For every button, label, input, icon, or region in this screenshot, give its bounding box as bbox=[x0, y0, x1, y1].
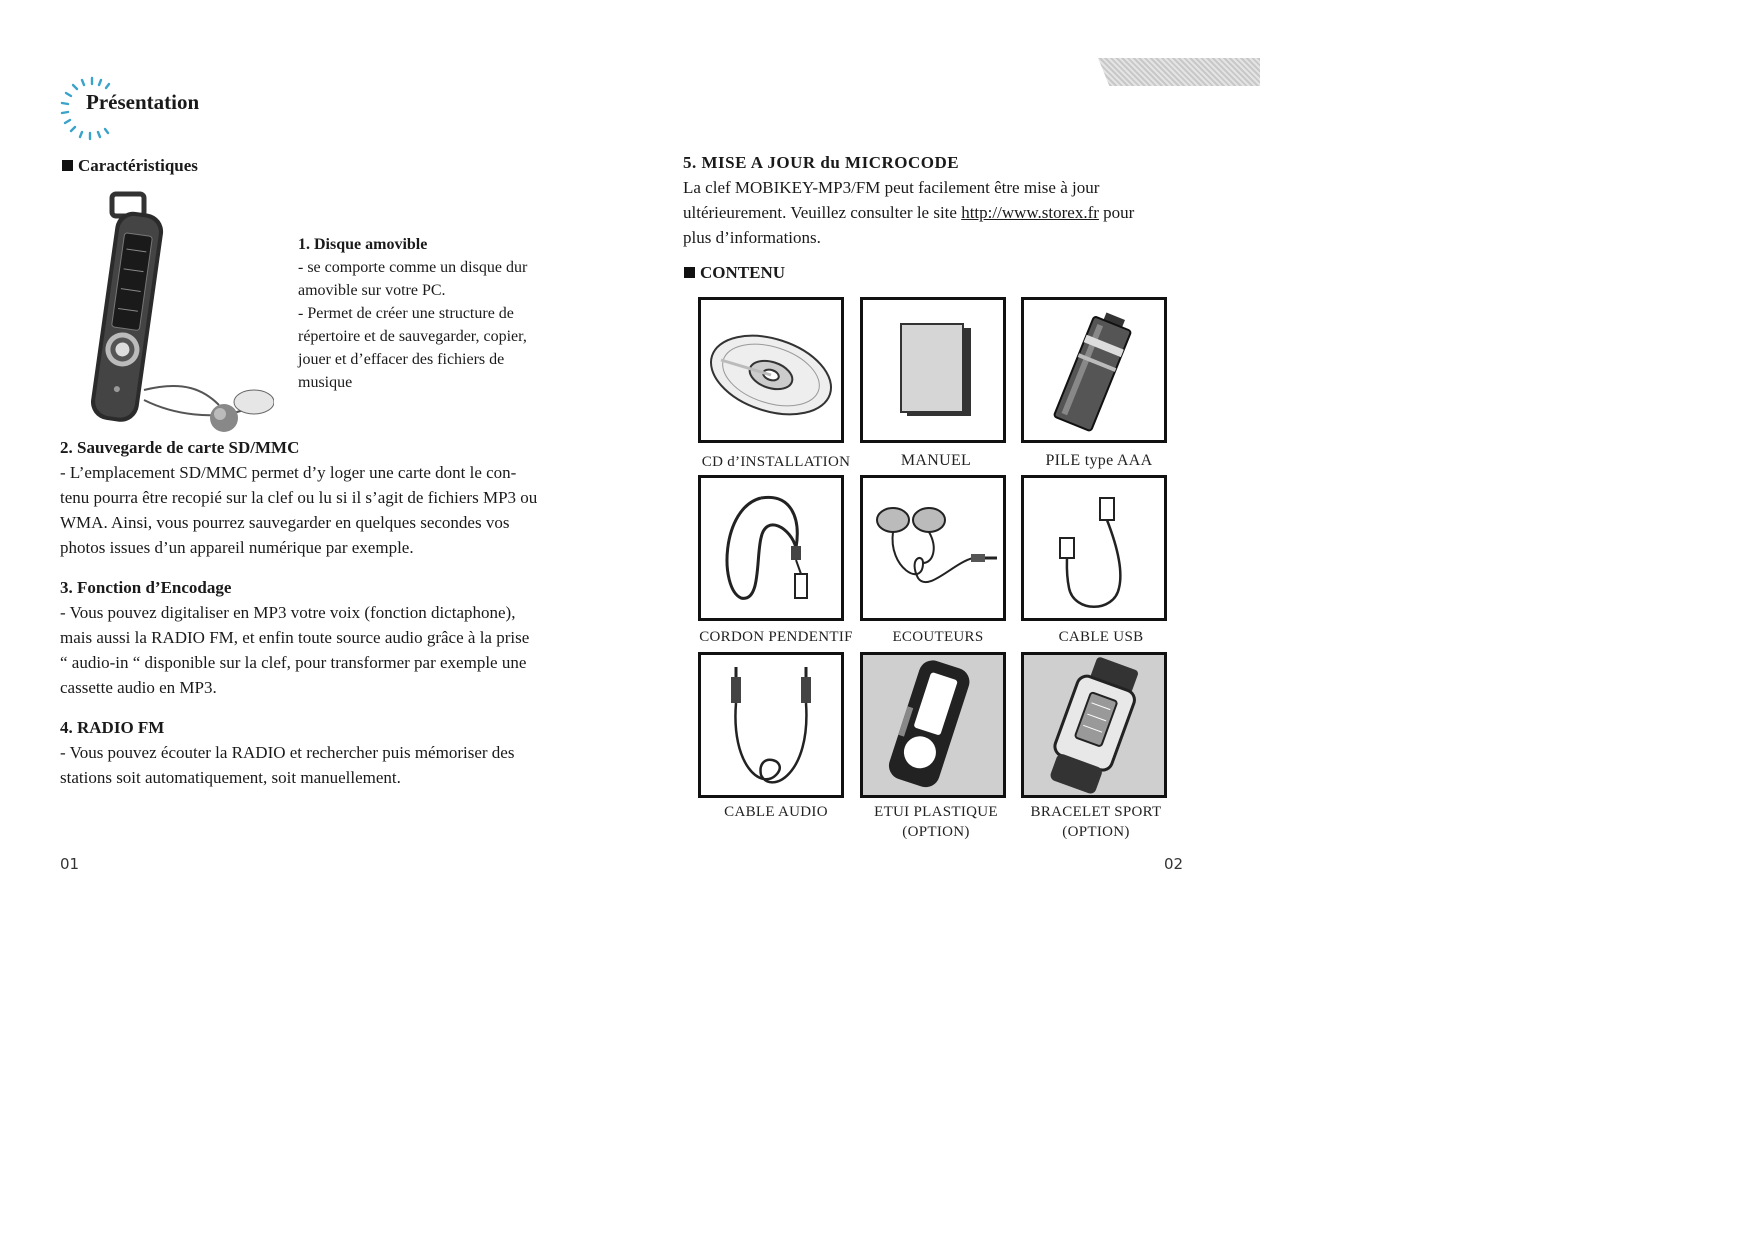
feature-line: - Vous pouvez écouter la RADIO et rechercher puis mémoriser des bbox=[60, 743, 515, 762]
contents-label: CABLE AUDIO bbox=[724, 804, 828, 820]
manual-icon bbox=[863, 300, 1003, 440]
contents-label: CABLE USB bbox=[1058, 629, 1144, 645]
earphones-icon bbox=[863, 478, 1003, 618]
page-number-left: 01 bbox=[60, 855, 80, 873]
contents-item-manual bbox=[860, 297, 1006, 443]
feature-title: 1. Disque amovible bbox=[298, 236, 428, 253]
contents-item-usb-cable bbox=[1021, 475, 1167, 621]
contents-label: ECOUTEURS bbox=[892, 629, 984, 645]
battery-icon bbox=[1024, 300, 1164, 440]
feature-line: - Permet de créer une structure de bbox=[298, 305, 514, 322]
feature-line: - Vous pouvez digitaliser en MP3 votre voix (fonction dictaphone), bbox=[60, 603, 516, 622]
feature-encoding bbox=[60, 575, 560, 700]
contents-item-plastic-case bbox=[860, 652, 1006, 798]
feature-sd-backup bbox=[60, 435, 560, 560]
contents-item-battery bbox=[1021, 297, 1167, 443]
feature-line: stations soit automatiquement, soit manuellement. bbox=[60, 768, 401, 787]
contents-label: BRACELET SPORT (OPTION) bbox=[1030, 804, 1162, 840]
square-bullet-icon bbox=[684, 267, 695, 278]
contents-item-earphones bbox=[860, 475, 1006, 621]
header-stripe-decoration bbox=[1098, 58, 1260, 86]
feature-line: ultérieurement. Veuillez consulter le site http://www.storex.fr pour bbox=[683, 203, 1135, 222]
contents-label: PILE type AAA bbox=[1045, 452, 1153, 469]
plastic-case-icon bbox=[863, 655, 1003, 795]
usb-cable-icon bbox=[1024, 478, 1164, 618]
feature-line: WMA. Ainsi, vous pourrez sauvegarder en quelques secondes vos bbox=[60, 513, 510, 532]
feature-line: tenu pourra être recopié sur la clef ou lu si il s’agit de fichiers MP3 ou bbox=[60, 488, 538, 507]
feature-firmware-update bbox=[683, 150, 1185, 250]
contents-item-cd bbox=[698, 297, 844, 443]
feature-title: 4. RADIO FM bbox=[60, 718, 165, 737]
square-bullet-icon bbox=[62, 160, 73, 171]
mp3-player-product-image bbox=[74, 190, 274, 435]
feature-line: cassette audio en MP3. bbox=[60, 678, 217, 697]
feature-line: plus d’informations. bbox=[683, 228, 821, 247]
sport-armband-icon bbox=[1024, 655, 1164, 795]
feature-removable-disk bbox=[298, 233, 588, 394]
lanyard-icon bbox=[701, 478, 841, 618]
feature-line: photos issues d’un appareil numérique par exemple. bbox=[60, 538, 414, 557]
section-title: Présentation bbox=[86, 90, 200, 114]
feature-fm-radio bbox=[60, 715, 560, 790]
contents-item-audio-cable bbox=[698, 652, 844, 798]
feature-title: 3. Fonction d’Encodage bbox=[60, 578, 232, 597]
contents-label: CD d’INSTALLATION bbox=[701, 454, 851, 470]
feature-line: “ audio-in “ disponible sur la clef, pour transformer par exemple une bbox=[60, 653, 527, 672]
contents-heading: CONTENU bbox=[684, 263, 785, 283]
feature-line: jouer et d’effacer des fichiers de bbox=[298, 351, 505, 368]
audio-cable-icon bbox=[701, 655, 841, 795]
storex-website-link[interactable]: http://www.storex.fr bbox=[961, 203, 1099, 222]
contents-label: MANUEL bbox=[900, 452, 972, 469]
feature-line: amovible sur votre PC. bbox=[298, 282, 446, 299]
features-heading: Caractéristiques bbox=[62, 156, 198, 176]
contents-item-lanyard bbox=[698, 475, 844, 621]
feature-line: La clef MOBIKEY-MP3/FM peut facilement être mise à jour bbox=[683, 178, 1100, 197]
feature-line: mais aussi la RADIO FM, et enfin toute source audio grâce à la prise bbox=[60, 628, 530, 647]
feature-line: - se comporte comme un disque dur bbox=[298, 259, 528, 276]
feature-line: répertoire et de sauvegarder, copier, bbox=[298, 328, 527, 345]
contents-label: ETUI PLASTIQUE (OPTION) bbox=[874, 804, 998, 840]
feature-line: musique bbox=[298, 374, 353, 391]
contents-item-sport-armband bbox=[1021, 652, 1167, 798]
feature-line: - L’emplacement SD/MMC permet d’y loger une carte dont le con- bbox=[60, 463, 517, 482]
page-number-right: 02 bbox=[1164, 855, 1184, 873]
feature-title: 2. Sauvegarde de carte SD/MMC bbox=[60, 438, 300, 457]
contents-label: CORDON PENDENTIF bbox=[699, 629, 853, 645]
feature-title: 5. MISE A JOUR du MICROCODE bbox=[683, 153, 960, 172]
cd-icon bbox=[701, 300, 841, 440]
